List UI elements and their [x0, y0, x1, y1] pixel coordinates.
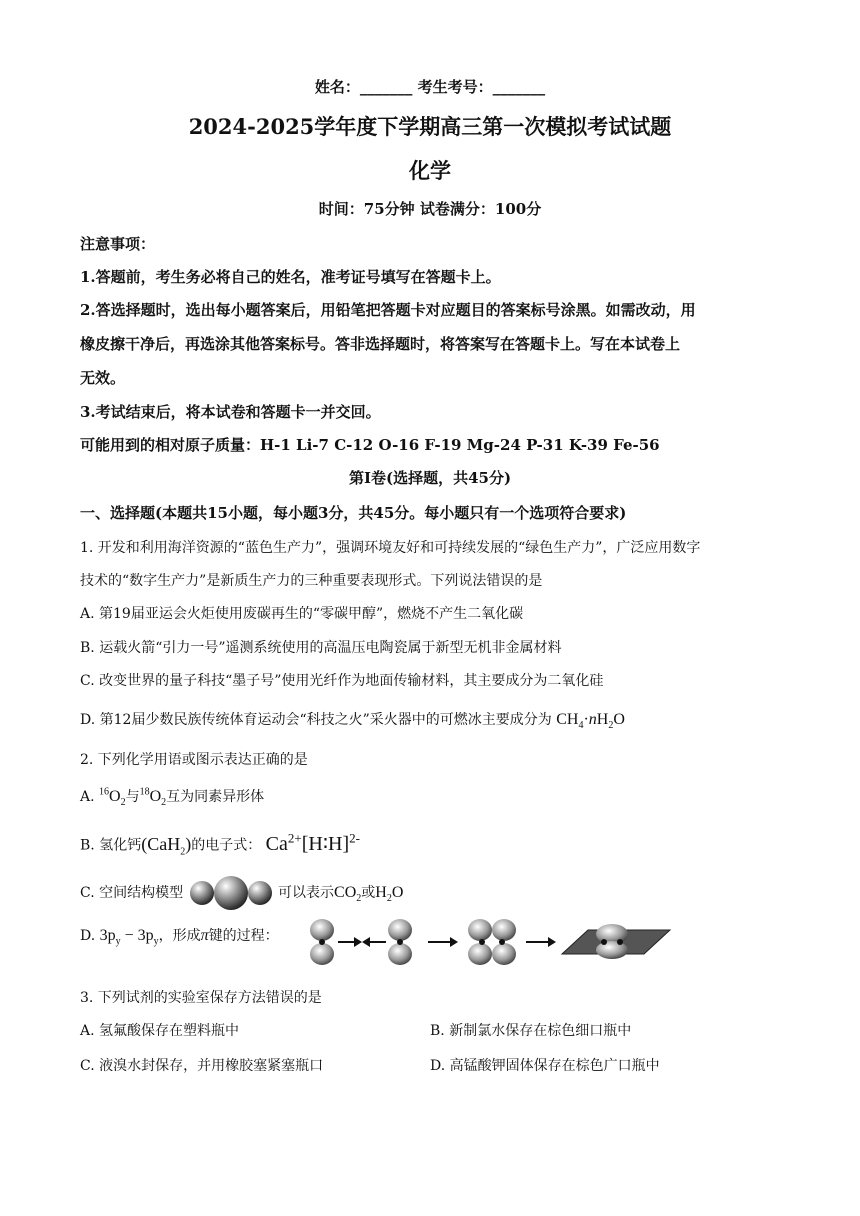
p-orbital-2-top-lobe	[388, 919, 412, 941]
note-2-line-2: 橡皮擦干净后，再选涂其他答案标号。答非选择题时，将答案写在答题卡上。写在本试卷上	[80, 335, 681, 353]
co2-formula: $CO_2$	[334, 884, 362, 905]
q1-stem-line-2: 技术的“数字生产力”是新质生产力的三种重要表现形式。下列说法错误的是	[80, 573, 543, 589]
q3-stem: 3. 下列试剂的实验室保存方法错误的是	[80, 990, 322, 1006]
3py-3py-formula: $3p_y - 3p_y$	[99, 927, 159, 948]
q2-option-b: B. 氢化钙(CaH$_2$)的电子式： $Ca^{2+}[H∶H]^{2-}$	[80, 830, 360, 858]
q2-option-c: C. 空间结构模型 可以表示$CO_2$或$H_2O$	[80, 876, 403, 910]
cah2-electron-formula: $Ca^{2+}[H∶H]^{2-}$	[265, 830, 360, 855]
p-orbital-2-bottom-lobe	[388, 943, 412, 965]
q1-option-d-text: D. 第12届少数民族传统体育运动会“科技之火”采火器中的可燃冰主要成分为	[80, 712, 552, 728]
q3-option-d: D. 高锰酸钾固体保存在棕色广口瓶中	[430, 1058, 660, 1074]
o16-formula: $^{16}O_2$	[99, 786, 126, 809]
time-info: 时间：75分钟 试卷满分：100分	[318, 200, 542, 218]
q1-stem-line-1: 1. 开发和利用海洋资源的“蓝色生产力”，强调环境友好和可持续发展的“绿色生产力”，广泛应用数字	[80, 540, 701, 556]
h2o-formula: $H_2O$	[375, 884, 404, 905]
p-orbital-1-top-lobe	[310, 919, 334, 941]
p-orbital-1-bottom-lobe	[310, 943, 334, 965]
subject-title: 化学	[409, 158, 451, 183]
notes-heading: 注意事项：	[80, 235, 156, 253]
q1-option-a: A. 第19届亚运会火炬使用废碳再生的“零碳甲醇”，燃烧不产生二氧化碳	[80, 606, 524, 622]
linear-molecule-model-icon	[188, 876, 274, 910]
q3-option-c: C. 液溴水封保存，并用橡胶塞紧塞瓶口	[80, 1058, 324, 1074]
note-3: 3.考试结束后，将本试卷和答题卡一并交回。	[80, 403, 381, 421]
q1-option-b: B. 运载火箭“引力一号”遥测系统使用的高温压电陶瓷属于新型无机非金属材料	[80, 640, 562, 656]
o18-formula: $^{18}O_2$	[139, 786, 167, 809]
q2-option-a: A. $^{16}O_2$与$^{18}O_2$互为同素异形体	[80, 786, 265, 809]
section-heading: 一、选择题(本题共15小题，每小题3分，共45分。每小题只有一个选项符合要求)	[80, 504, 627, 522]
atomic-masses: 可能用到的相对原子质量：H-1 Li-7 C-12 O-16 F-19 Mg-24 P-31 K-39 Fe-56	[80, 436, 660, 454]
q3-option-b: B. 新制氯水保存在棕色细口瓶中	[430, 1023, 632, 1039]
cah2-formula: (CaH$_2$)	[141, 833, 192, 858]
part-title: 第Ⅰ卷(选择题，共45分)	[348, 469, 512, 487]
exam-title: 2024-2025学年度下学期高三第一次模拟考试试题	[188, 114, 672, 139]
q3-option-a: A. 氢氟酸保存在塑料瓶中	[80, 1023, 240, 1039]
name-id-line: 姓名：_______ 考生考号：_______	[314, 78, 546, 96]
q1-option-c: C. 改变世界的量子科技“墨子号”使用光纤作为地面传输材料，其主要成分为二氧化硅	[80, 673, 604, 689]
note-2-line-1: 2.答选择题时，选出每小题答案后，用铅笔把答题卡对应题目的答案标号涂黑。如需改动，用	[80, 301, 696, 319]
note-2-line-3: 无效。	[80, 369, 126, 387]
methane-hydrate-formula: $CH_4\cdot nH_2O$	[556, 711, 625, 732]
note-1: 1.答题前，考生务必将自己的姓名，准考证号填写在答题卡上。	[80, 268, 501, 286]
q2-stem: 2. 下列化学用语或图示表达正确的是	[80, 752, 308, 768]
q2-option-d: D. $3p_y - 3p_y$，形成π键的过程：	[80, 927, 279, 948]
pi-bond-formation-diagram	[302, 912, 672, 972]
q1-option-d	[80, 709, 625, 731]
